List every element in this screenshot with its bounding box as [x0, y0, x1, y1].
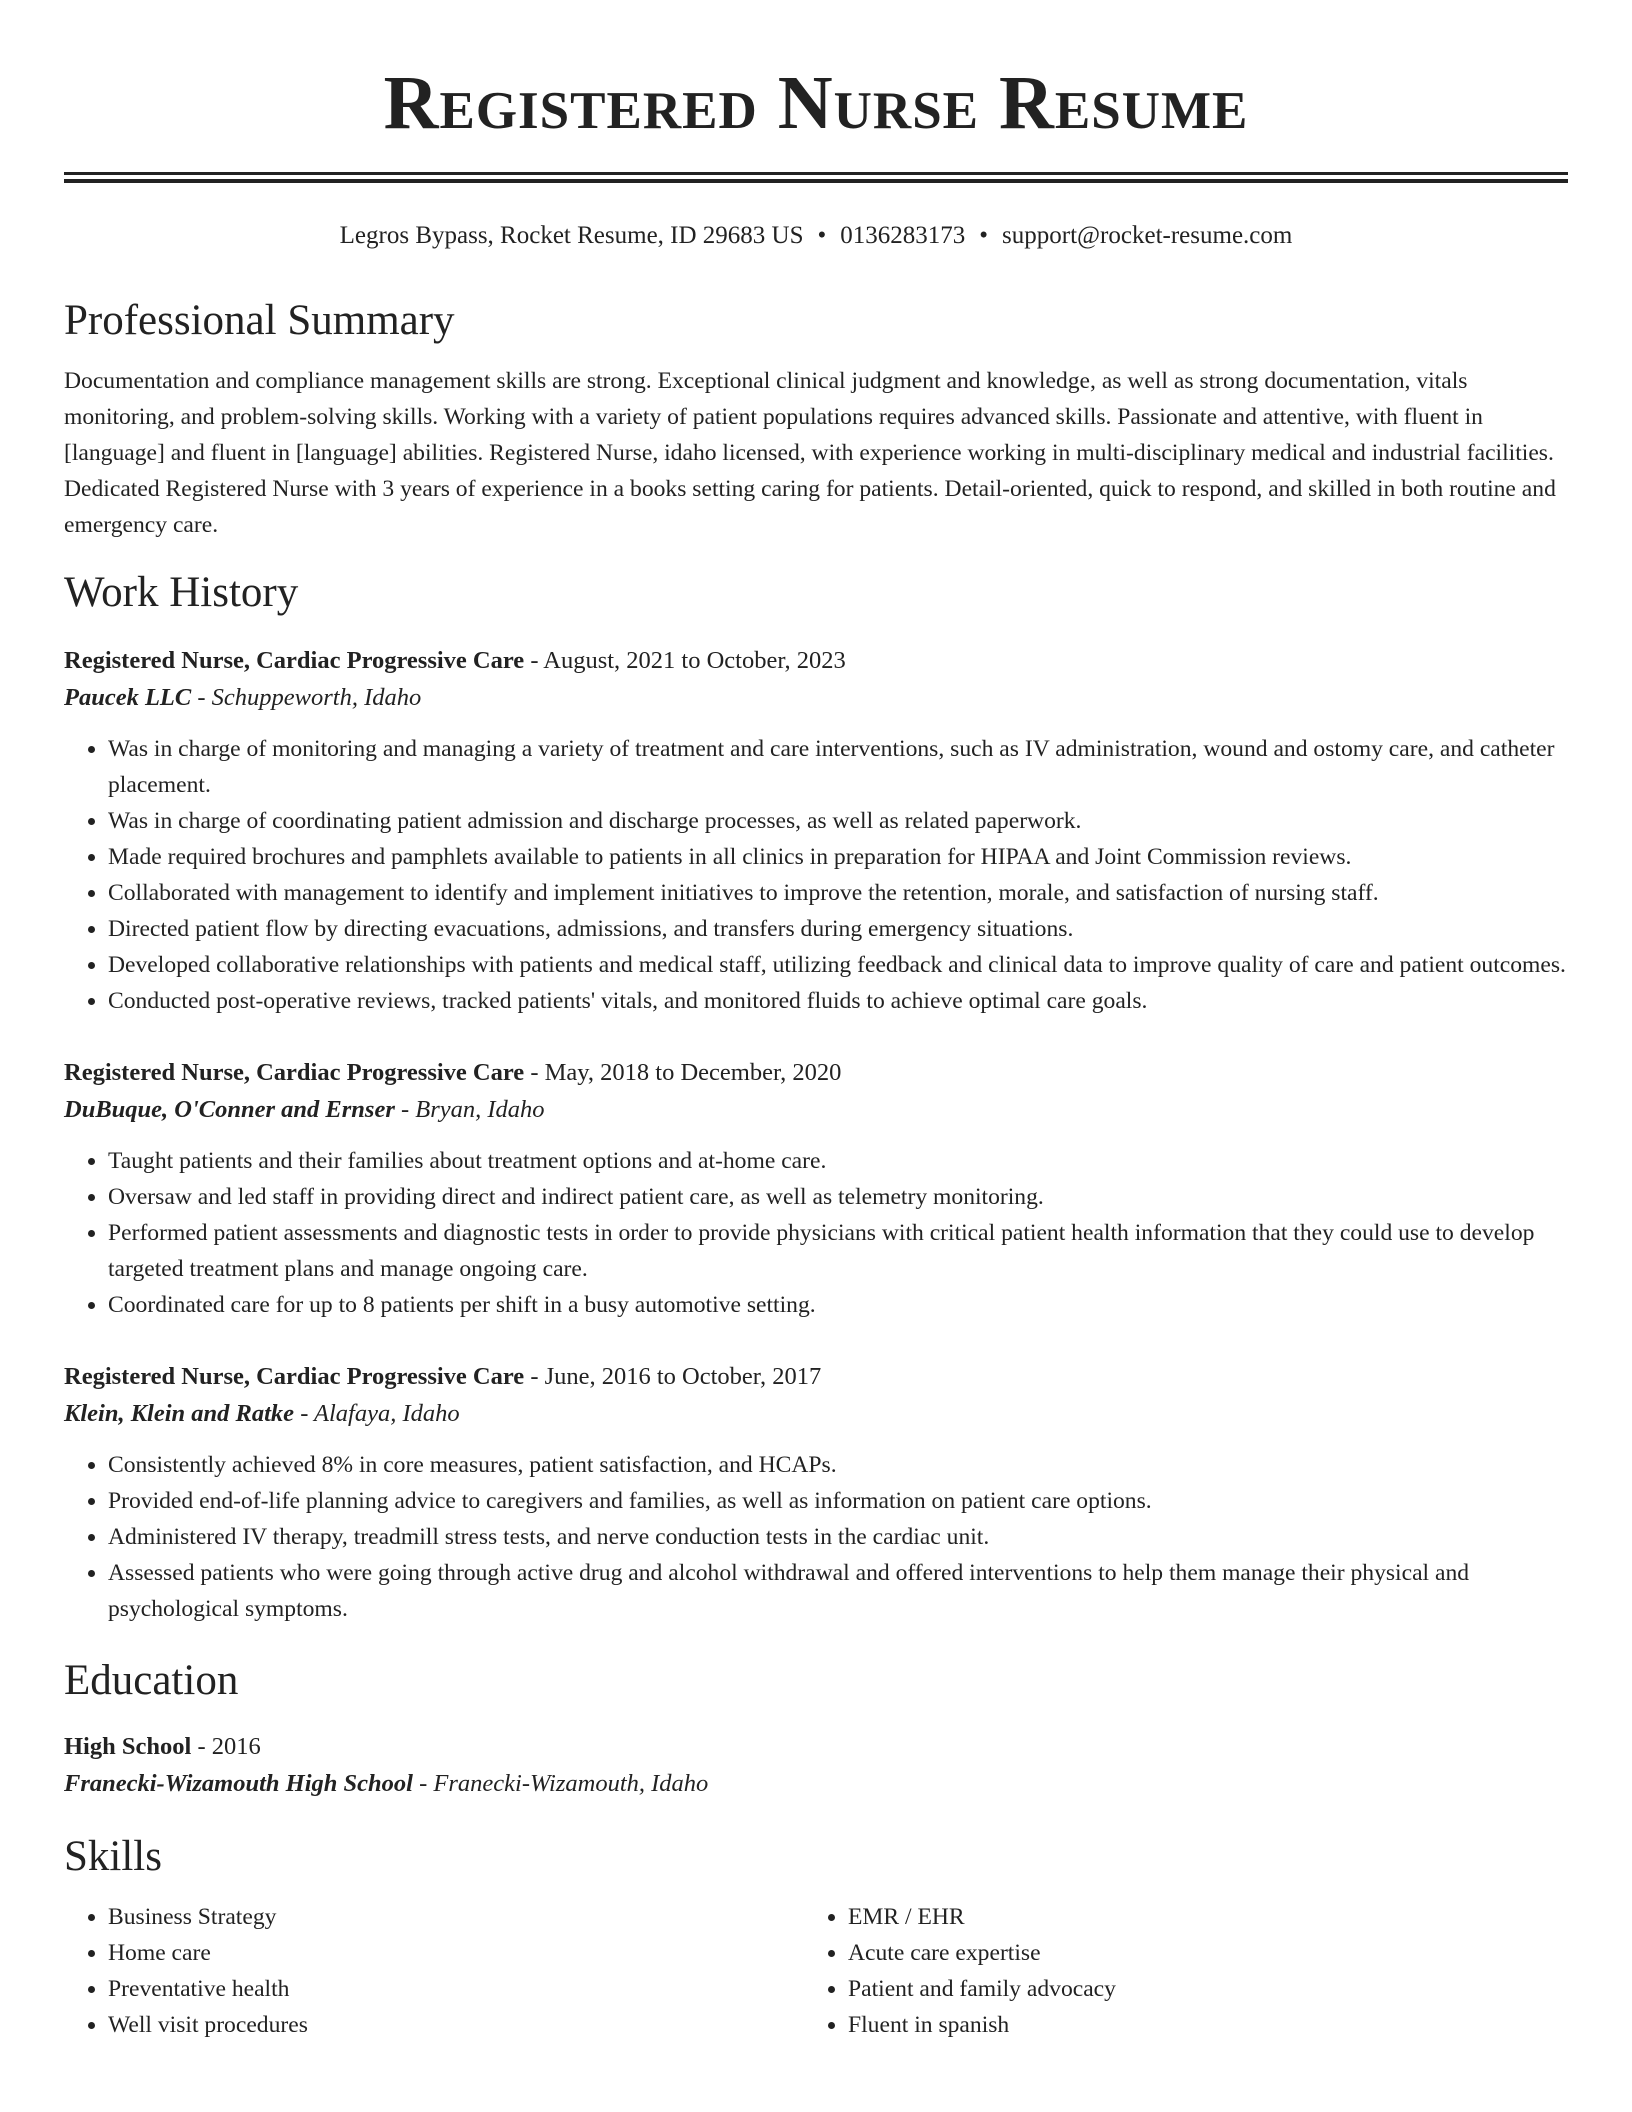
job-location: - Alafaya, Idaho — [294, 1400, 460, 1427]
job-entry — [64, 1359, 1568, 1627]
education-location: - Franecki-Wizamouth, Idaho — [412, 1770, 709, 1797]
job-duty: • Administered IV therapy, treadmill stress tests, and nerve conduction tests in the cardiac unit. — [108, 1519, 1568, 1555]
skill-item: • Business Strategy — [108, 1899, 804, 1935]
job-duty: • Taught patients and their families about treatment options and at-home care. — [108, 1143, 1568, 1179]
job-duty: • Consistently achieved 8% in core measures, patient satisfaction, and HCAPs. — [108, 1447, 1568, 1483]
contact-separator: • — [979, 222, 989, 249]
skills-columns — [64, 1899, 1568, 2043]
education-heading: Education — [64, 1657, 239, 1704]
skill-item: • Preventative health — [108, 1971, 804, 2007]
job-duty: • Was in charge of monitoring and managing a variety of treatment and care interventions, such as IV administration, wound and ostomy care, and catheter placement. — [108, 731, 1568, 803]
job-location: - Bryan, Idaho — [394, 1096, 545, 1123]
summary-heading: Professional Summary — [64, 297, 455, 344]
education-degree-line — [64, 1729, 1568, 1765]
education-degree: High School — [64, 1733, 192, 1760]
job-dates: - May, 2018 to December, 2020 — [524, 1059, 842, 1086]
job-duty: • Provided end-of-life planning advice to caregivers and families, as well as information on patient care options. — [108, 1483, 1568, 1519]
job-role: Registered Nurse, Cardiac Progressive Care — [64, 647, 525, 674]
skill-item: • EMR / EHR — [848, 1899, 1564, 1935]
summary-text: Documentation and compliance management skills are strong. Exceptional clinical judgment and knowledge, as well as strong documentation, vitals monitoring, and problem-solving skills. Working with a variety of patient populations requires advanced skills. Passionate and attentive, with fluent in [language] and fluent in [language] abilities. Registered Nurse, idaho licensed, with experience working in multi-disciplinary medical and industrial facilities. Dedicated Registered Nurse with 3 years of experience in a books setting caring for patients. Detail-oriented, quick to respond, and skilled in both routine and emergency care. — [64, 368, 1556, 538]
resume-title: Registered Nurse Resume — [383, 61, 1249, 145]
job-dates: - August, 2021 to October, 2023 — [524, 647, 846, 674]
job-entry — [64, 1055, 1568, 1323]
job-title-line — [64, 1055, 1568, 1091]
work-history-heading: Work History — [64, 569, 299, 616]
job-duty: • Was in charge of coordinating patient admission and discharge processes, as well as related paperwork. — [108, 803, 1568, 839]
education-year: - 2016 — [191, 1733, 261, 1760]
education-school: Franecki-Wizamouth High School — [64, 1770, 413, 1797]
job-employer: Klein, Klein and Ratke — [64, 1400, 295, 1427]
job-duties-list — [64, 731, 1568, 1019]
contact-line — [64, 219, 1568, 253]
job-title-line — [64, 643, 1568, 679]
job-duties-list — [64, 1143, 1568, 1323]
skills-list-right — [804, 1899, 1564, 2043]
job-location: - Schuppeworth, Idaho — [191, 684, 422, 711]
job-entry — [64, 643, 1568, 1019]
job-dates: - June, 2016 to October, 2017 — [524, 1363, 822, 1390]
job-employer-line — [64, 1091, 1568, 1129]
job-title-line — [64, 1359, 1568, 1395]
contact-address: Legros Bypass, Rocket Resume, ID 29683 US — [339, 222, 804, 249]
job-duty: • Conducted post-operative reviews, tracked patients' vitals, and monitored fluids to achieve optimal care goals. — [108, 983, 1568, 1019]
job-employer-line — [64, 679, 1568, 717]
job-duty: • Collaborated with management to identify and implement initiatives to improve the retention, morale, and satisfaction of nursing staff. — [108, 875, 1568, 911]
contact-phone: 0136283173 — [840, 222, 966, 249]
skills-heading: Skills — [64, 1833, 162, 1880]
job-employer-line — [64, 1395, 1568, 1433]
education-entry — [64, 1729, 1568, 1803]
contact-email: support@rocket-resume.com — [1002, 222, 1293, 249]
job-duty: • Made required brochures and pamphlets available to patients in all clinics in preparation for HIPAA and Joint Commission reviews. — [108, 839, 1568, 875]
job-duty: • Coordinated care for up to 8 patients per shift in a busy automotive setting. — [108, 1287, 1568, 1323]
title-divider — [64, 172, 1568, 183]
job-employer: DuBuque, O'Conner and Ernser — [64, 1096, 395, 1123]
job-duty: • Directed patient flow by directing evacuations, admissions, and transfers during emergency situations. — [108, 911, 1568, 947]
skill-item: • Well visit procedures — [108, 2007, 804, 2043]
job-duty: • Developed collaborative relationships with patients and medical staff, utilizing feedback and clinical data to improve quality of care and patient outcomes. — [108, 947, 1568, 983]
job-role: Registered Nurse, Cardiac Progressive Care — [64, 1059, 525, 1086]
skill-item: • Home care — [108, 1935, 804, 1971]
job-duty: • Assessed patients who were going through active drug and alcohol withdrawal and offered interventions to help them manage their physical and psychological symptoms. — [108, 1555, 1568, 1627]
skills-list-left — [64, 1899, 804, 2043]
skill-item: • Acute care expertise — [848, 1935, 1564, 1971]
job-employer: Paucek LLC — [64, 684, 192, 711]
education-school-line — [64, 1765, 1568, 1803]
contact-separator: • — [817, 222, 827, 249]
job-duty: • Performed patient assessments and diagnostic tests in order to provide physicians with critical patient health information that they could use to develop targeted treatment plans and manage ongoing care. — [108, 1215, 1568, 1287]
job-role: Registered Nurse, Cardiac Progressive Care — [64, 1363, 525, 1390]
job-duty: • Oversaw and led staff in providing direct and indirect patient care, as well as telemetry monitoring. — [108, 1179, 1568, 1215]
skill-item: • Patient and family advocacy — [848, 1971, 1564, 2007]
job-duties-list — [64, 1447, 1568, 1627]
skill-item: • Fluent in spanish — [848, 2007, 1564, 2043]
